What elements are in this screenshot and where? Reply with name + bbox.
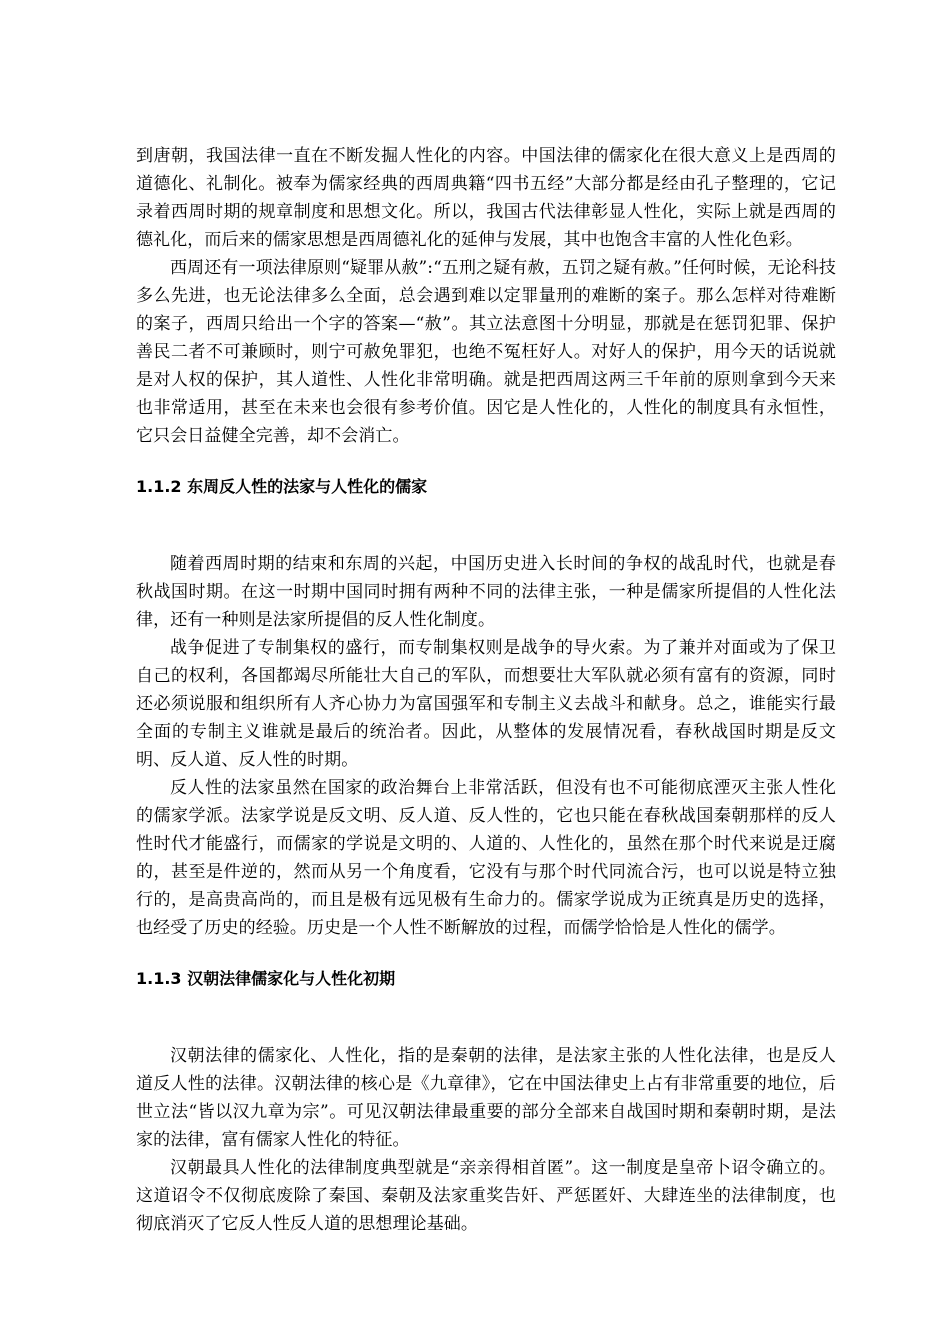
spacer — [136, 450, 836, 474]
section-112-paragraph-3: 反人性的法家虽然在国家的政治舞台上非常活跃，但没有也不可能彻底湮灭主张人性化的儒家学派。法家学说是反文明、反人道、反人性的，它也只能在春秋战国秦朝那样的反人性时代才能盛行，而儒家的学说是文明的、人道的、人性化的，虽然在那个时代来说是迂腐的，甚至是件逆的，然而从另一个角度看，它没有与那个时代同流合污，也可以说是特立独行的，是高贵高尚的，而且是极有远见极有生命力的。儒家学说成为正统真是历史的选择，也经受了历史的经验。历史是一个人性不断解放的过程，而儒学恰恰是人性化的儒学。 — [136, 778, 836, 938]
section-112-paragraph-1: 随着西周时期的结束和东周的兴起，中国历史进入长时间的争权的战乱时代，也就是春秋战国时期。在这一时期中国同时拥有两种不同的法律主张，一种是儒家所提倡的人性化法律，还有一种则是法家所提倡的反人性化制度。 — [136, 554, 836, 630]
spacer — [136, 500, 836, 550]
section-heading-1-1-3: 1.1.3 汉朝法律儒家化与人性化初期 — [136, 969, 396, 988]
section-heading-1-1-2: 1.1.2 东周反人性的法家与人性化的儒家 — [136, 477, 428, 496]
spacer — [136, 942, 836, 966]
document-page — [136, 142, 836, 1238]
intro-paragraph-2: 西周还有一项法律原则“疑罪从赦”:“五刑之疑有赦，五罚之疑有赦。”任何时候，无论科技多么先进，也无论法律多么全面，总会遇到难以定罪量刑的难断的案子。那么怎样对待难断的案子，西周只给出一个字的答案—“赦”。其立法意图十分明显，那就是在惩罚犯罪、保护善民二者不可兼顾时，则宁可赦免罪犯，也绝不冤枉好人。对好人的保护，用今天的话说就是对人权的保护，其人道性、人性化非常明确。就是把西周这两三千年前的原则拿到今天来也非常适用，甚至在未来也会很有参考价值。因它是人性化的，人性化的制度具有永恒性，它只会日益健全完善，却不会消亡。 — [136, 258, 836, 446]
section-112-paragraph-2: 战争促进了专制集权的盛行，而专制集权则是战争的导火索。为了兼并对面或为了保卫自己的权利，各国都竭尽所能壮大自己的军队，而想要壮大军队就必须有富有的资源，同时还必须说服和组织所有人齐心协力为富国强军和专制主义去战斗和献身。总之，谁能实行最全面的专制主义谁就是最后的统治者。因此，从整体的发展情况看，春秋战国时期是反文明、反人道、反人性的时期。 — [136, 638, 836, 770]
section-113-paragraph-1: 汉朝法律的儒家化、人性化，指的是秦朝的法律，是法家主张的人性化法律，也是反人道反人性的法律。汉朝法律的核心是《九章律》，它在中国法律史上占有非常重要的地位，后世立法“皆以汉九章为宗”。可见汉朝法律最重要的部分全部来自战国时期和秦朝时期，是法家的法律，富有儒家人性化的特征。 — [136, 1046, 836, 1150]
intro-paragraph-1: 到唐朝，我国法律一直在不断发掘人性化的内容。中国法律的儒家化在很大意义上是西周的道德化、礼制化。被奉为儒家经典的西周典籍“四书五经”大部分都是经由孔子整理的，它记录着西周时期的规章制度和思想文化。所以，我国古代法律彰显人性化，实际上就是西周的德礼化，而后来的儒家思想是西周德礼化的延伸与发展，其中也饱含丰富的人性化色彩。 — [136, 146, 836, 250]
section-113-paragraph-2: 汉朝最具人性化的法律制度典型就是“亲亲得相首匿”。这一制度是皇帝卜诏令确立的。这道诏令不仅彻底废除了秦国、秦朝及法家重奖告奸、严惩匿奸、大肆连坐的法律制度，也彻底消灭了它反人性反人道的思想理论基础。 — [136, 1158, 836, 1234]
spacer — [136, 992, 836, 1042]
